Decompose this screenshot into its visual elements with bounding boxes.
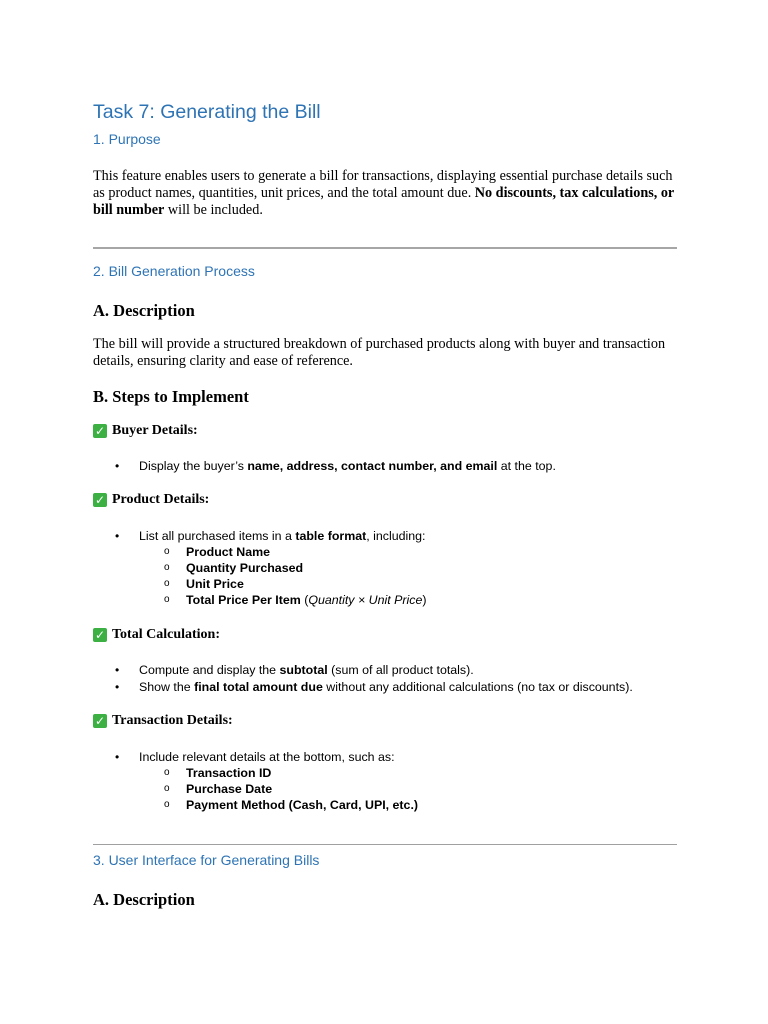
circle-bullet-icon: o [164,594,170,605]
transaction-sub3: Payment Method (Cash, Card, UPI, etc.) [186,798,419,812]
product-sub4-italic: Quantity × Unit Price [308,593,423,607]
list-item [115,679,633,695]
circle-bullet-icon: o [164,562,170,573]
sub-list-item [164,592,427,608]
list-item [115,662,474,678]
buyer-item-bold: name, address, contact number, and email [247,459,498,473]
product-sub1: Product Name [186,545,270,559]
total-item2-bold: final total amount due [194,680,323,694]
step-heading-total [93,627,220,643]
circle-bullet-icon: o [164,546,170,557]
list-item [115,749,395,765]
step-heading-buyer-label: Buyer Details: [112,423,198,438]
step-heading-total-label: Total Calculation: [112,627,220,642]
circle-bullet-icon: o [164,799,170,810]
bullet-icon: • [115,750,120,764]
transaction-sub2: Purchase Date [186,782,273,796]
circle-bullet-icon: o [164,767,170,778]
subheading-description: A. Description [93,301,195,320]
check-mark-icon: ✓ [94,714,106,728]
transaction-item: Include relevant details at the bottom, such as: [139,750,395,764]
sub-list-item [164,544,270,560]
list-item [115,528,426,544]
sub-list-item [164,560,304,576]
product-sub4-b: ) [422,593,427,607]
transaction-sub1: Transaction ID [186,766,272,780]
circle-bullet-icon: o [164,578,170,589]
step-heading-buyer [93,423,198,439]
list-item [115,458,556,474]
step-heading-transaction-label: Transaction Details: [112,713,233,728]
sub-list-item [164,797,419,813]
subheading-description-ui: A. Description [93,890,195,909]
total-item1-b: (sum of all product totals). [327,663,474,677]
step-heading-transaction [93,713,233,729]
product-sub4-bold: Total Price Per Item [186,593,301,607]
buyer-item-a: Display the buyer’s [139,459,248,473]
section-heading-bill-process: 2. Bill Generation Process [93,263,255,279]
product-sub4-a: ( [300,593,309,607]
bullet-icon: • [115,459,120,473]
check-mark-icon: ✓ [94,628,106,642]
product-item-b: , including: [366,529,426,543]
check-mark-icon: ✓ [94,424,106,438]
purpose-text-a: This feature enables users to generate a bill for transactions, displaying essential purchase details such as product names, quantities, unit prices, and the total amount due. [93,168,673,201]
total-item1-a: Compute and display the [139,663,280,677]
description-paragraph: The bill will provide a structured breakdown of purchased products along with buyer and transaction details, ensuring clarity and ease of reference. [93,336,666,369]
bullet-icon: • [115,529,120,543]
page-title: Task 7: Generating the Bill [93,101,321,123]
circle-bullet-icon: o [164,783,170,794]
purpose-paragraph [93,168,683,219]
bullet-icon: • [115,663,120,677]
section-divider [93,247,677,249]
purpose-text-b: will be included. [164,202,263,218]
step-heading-product-label: Product Details: [112,492,210,507]
sub-list-item [164,781,273,797]
sub-list-item [164,576,244,592]
buyer-item-b: at the top. [497,459,556,473]
product-item-bold: table format [295,529,367,543]
total-item1-bold: subtotal [279,663,328,677]
total-item2-b: without any additional calculations (no tax or discounts). [322,680,633,694]
sub-list-item [164,765,272,781]
purpose-text-bold: No discounts, tax calculations, or bill number [93,185,674,218]
product-sub3: Unit Price [186,577,244,591]
step-heading-product [93,492,209,508]
check-mark-icon: ✓ [94,493,106,507]
bullet-icon: • [115,680,120,694]
product-item-a: List all purchased items in a [139,529,296,543]
product-sub2: Quantity Purchased [186,561,304,575]
section-heading-ui: 3. User Interface for Generating Bills [93,852,320,868]
section-heading-purpose: 1. Purpose [93,131,161,147]
total-item2-a: Show the [139,680,195,694]
section-divider [93,844,677,845]
subheading-steps: B. Steps to Implement [93,387,249,406]
